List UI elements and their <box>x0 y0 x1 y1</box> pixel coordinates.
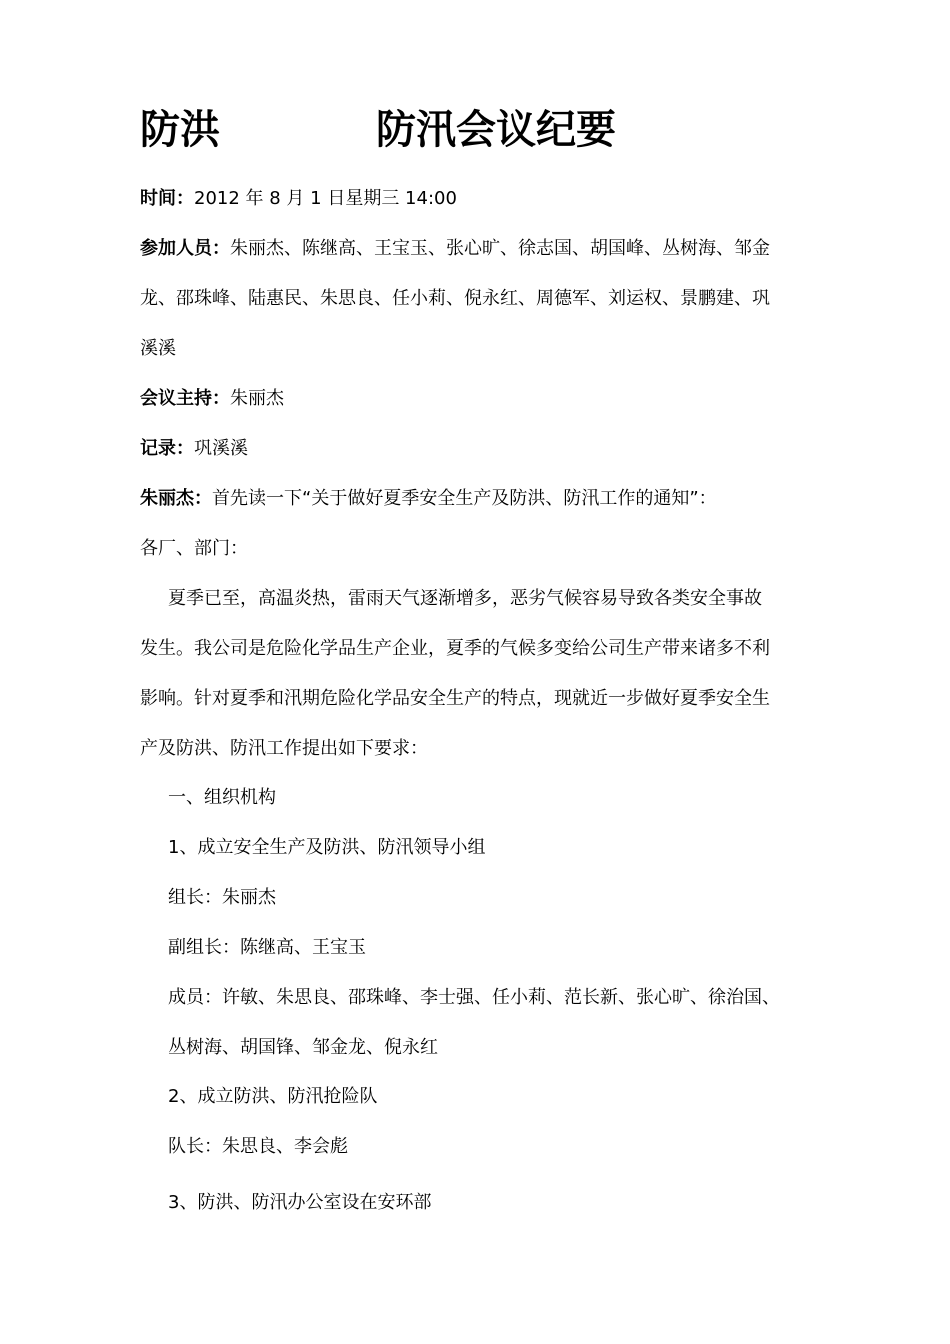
team-captain: 队长：朱思良、李会彪 <box>168 1136 348 1157</box>
meeting-time <box>140 184 457 214</box>
section-heading-organization: 一、组织机构 <box>168 787 276 808</box>
attendees-label: 参加人员： <box>140 238 230 259</box>
title-part-1: 防洪 <box>140 107 220 153</box>
deputy-leader: 副组长：陈继高、王宝玉 <box>168 937 366 958</box>
paragraph-line-3: 影响。针对夏季和汛期危险化学品安全生产的特点，现就近一步做好夏季安全生 <box>140 688 770 709</box>
meeting-host <box>140 384 284 414</box>
item-2: 2、成立防洪、防汛抢险队 <box>168 1086 378 1107</box>
attendees-line-3: 溪溪 <box>140 338 176 359</box>
paragraph-line-4: 产及防洪、防汛工作提出如下要求： <box>140 738 428 759</box>
time-value: 2012 年 8 月 1 日星期三 14:00 <box>194 188 457 209</box>
meeting-recorder <box>140 434 248 464</box>
time-label: 时间： <box>140 188 194 209</box>
paragraph-line-1: 夏季已至，高温炎热，雷雨天气逐渐增多，恶劣气候容易导致各类安全事故 <box>168 588 762 609</box>
host-label: 会议主持： <box>140 388 230 409</box>
speaker-label: 朱丽杰： <box>140 488 212 509</box>
host-value: 朱丽杰 <box>230 388 284 409</box>
item-3: 3、防洪、防汛办公室设在安环部 <box>168 1192 432 1213</box>
attendees-text-1: 朱丽杰、陈继高、王宝玉、张心旷、徐志国、胡国峰、丛树海、邹金 <box>230 238 770 259</box>
recorder-value: 巩溪溪 <box>194 438 248 459</box>
attendees-line-1 <box>140 234 770 264</box>
speaker-line <box>140 484 717 514</box>
speaker-text: 首先读一下“关于做好夏季安全生产及防洪、防汛工作的通知”： <box>212 488 717 509</box>
members-line-2: 丛树海、胡国锋、邹金龙、倪永红 <box>168 1037 438 1058</box>
recorder-label: 记录： <box>140 438 194 459</box>
paragraph-line-2: 发生。我公司是危险化学品生产企业，夏季的气候多变给公司生产带来诸多不利 <box>140 638 770 659</box>
attendees-line-2: 龙、邵珠峰、陆惠民、朱思良、任小莉、倪永红、周德军、刘运权、景鹏建、巩 <box>140 288 770 309</box>
group-leader: 组长：朱丽杰 <box>168 887 276 908</box>
title-part-2: 防汛会议纪要 <box>376 107 616 153</box>
salutation: 各厂、部门： <box>140 538 248 559</box>
item-1: 1、成立安全生产及防洪、防汛领导小组 <box>168 837 486 858</box>
members-line-1: 成员：许敏、朱思良、邵珠峰、李士强、任小莉、范长新、张心旷、徐治国、 <box>168 987 780 1008</box>
